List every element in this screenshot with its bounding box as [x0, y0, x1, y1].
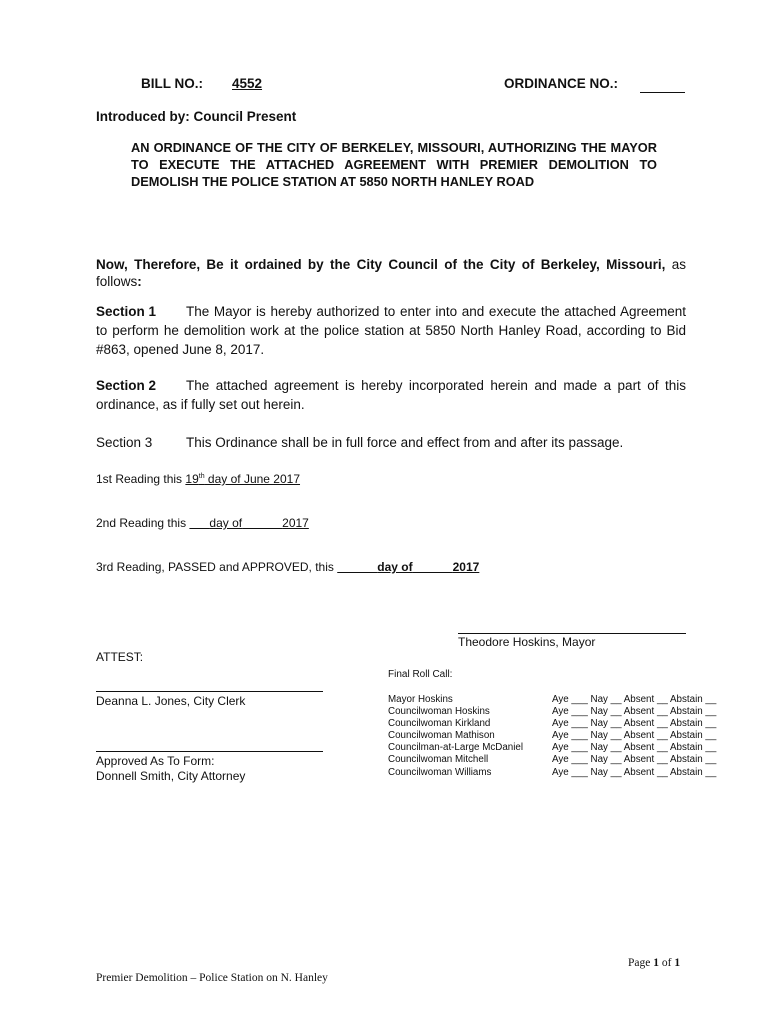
- roll-call-member: Councilwoman Hoskins: [388, 706, 490, 718]
- enacting-clause-bold: Now, Therefore, Be it ordained by the City Council of the City of Berkeley, Missouri,: [96, 257, 666, 272]
- roll-call-member: Mayor Hoskins: [388, 694, 453, 705]
- roll-call-vote-line: Aye ___ Nay __ Absent __ Abstain __: [552, 694, 717, 705]
- roll-call-member: Councilwoman Mathison: [388, 730, 495, 742]
- roll-call-vote-line: Aye ___ Nay __ Absent __ Abstain __: [552, 730, 717, 742]
- roll-call-votes: [552, 694, 716, 779]
- ordinance-title: AN ORDINANCE OF THE CITY OF BERKELEY, MISSOURI, AUTHORIZING THE MAYOR TO EXECUTE THE ATTACHED AGREEMENT WITH PREMIER DEMOLITION TO DEMOLISH THE POLICE STATION AT 5850 NORTH HANLEY ROAD: [131, 140, 657, 189]
- section-2-label: Section 2: [96, 378, 157, 393]
- roll-call-vote-line: Aye ___ Nay __ Absent __ Abstain __: [552, 718, 717, 730]
- clerk-name: Deanna L. Jones, City Clerk: [96, 694, 246, 708]
- first-reading-date: [185, 472, 300, 486]
- third-reading-blank: [337, 560, 479, 574]
- attest-label: ATTEST:: [96, 650, 144, 664]
- clerk-signature-line: [96, 691, 323, 692]
- roll-call-member: Councilwoman Williams: [388, 766, 492, 778]
- section-2-text: The attached agreement is hereby incorporated herein and made a part of this ordinance, as if fully set out herein.: [96, 378, 686, 412]
- first-reading-day-suffix: th: [198, 473, 205, 480]
- section-3-text: This Ordinance shall be in full force and effect from and after its passage.: [186, 435, 624, 450]
- attorney-signature-line: [96, 751, 323, 752]
- first-reading: [96, 472, 300, 486]
- roll-call-title: Final Roll Call:: [388, 669, 453, 680]
- second-reading-year: 2017: [282, 516, 309, 530]
- first-reading-rest: day of June 2017: [204, 472, 301, 486]
- third-reading-year: 2017: [452, 560, 480, 574]
- second-reading-prefix: 2nd Reading this: [96, 516, 190, 530]
- third-reading-day-of: day of: [377, 560, 413, 574]
- roll-call-member: Councilwoman Mitchell: [388, 754, 489, 766]
- roll-call-vote-line: Aye ___ Nay __ Absent __ Abstain __: [552, 706, 717, 718]
- page-footer: Premier Demolition – Police Station on N. Hanley: [96, 972, 328, 984]
- mayor-signature-line: [458, 633, 686, 634]
- enacting-clause-rest: as follows: [96, 257, 686, 289]
- enacting-clause-colon: :: [137, 274, 142, 289]
- approved-as-to-form-label: Approved As To Form:: [96, 754, 215, 768]
- second-reading-blank: [189, 516, 308, 530]
- second-reading-day-of: day of: [209, 516, 243, 530]
- ordinance-number-blank: [640, 92, 685, 93]
- mayor-name: Theodore Hoskins, Mayor: [458, 635, 596, 649]
- section-1-text: The Mayor is hereby authorized to enter into and execute the attached Agreement to perform he demolition work at the police station at 5850 North Hanley Road, according to Bid #863, opened June 8, 2017.: [96, 304, 686, 357]
- third-reading-prefix: 3rd Reading, PASSED and APPROVED, this: [96, 560, 338, 574]
- section-3: [96, 433, 686, 452]
- roll-call-vote-line: Aye ___ Nay __ Absent __ Abstain __: [552, 754, 717, 766]
- introduced-by: Introduced by: Council Present: [96, 109, 297, 124]
- bill-number-value: 4552: [232, 76, 263, 91]
- attorney-name: Donnell Smith, City Attorney: [96, 769, 246, 783]
- section-1: [96, 302, 686, 359]
- enacting-clause: [96, 256, 686, 290]
- page-total: 1: [674, 957, 681, 969]
- roll-call-member: Councilman-at-Large McDaniel: [388, 742, 524, 754]
- page-prefix: Page: [628, 957, 654, 969]
- section-1-label: Section 1: [96, 304, 157, 319]
- page-current: 1: [653, 957, 659, 969]
- page-of: of: [658, 957, 675, 969]
- bill-number-label: BILL NO.:: [141, 76, 203, 91]
- second-reading: [96, 516, 309, 530]
- first-reading-day: 19: [185, 472, 199, 486]
- ordinance-number-label: ORDINANCE NO.:: [504, 76, 618, 91]
- first-reading-prefix: 1st Reading this: [96, 472, 186, 486]
- page-number: [628, 957, 680, 969]
- third-reading: [96, 560, 479, 574]
- roll-call-vote-line: Aye ___ Nay __ Absent __ Abstain __: [552, 766, 717, 778]
- roll-call-members: [388, 694, 523, 779]
- section-2: [96, 376, 686, 414]
- roll-call-vote-line: Aye ___ Nay __ Absent __ Abstain __: [552, 742, 717, 754]
- section-3-label: Section 3: [96, 435, 153, 450]
- roll-call-member: Councilwoman Kirkland: [388, 718, 491, 730]
